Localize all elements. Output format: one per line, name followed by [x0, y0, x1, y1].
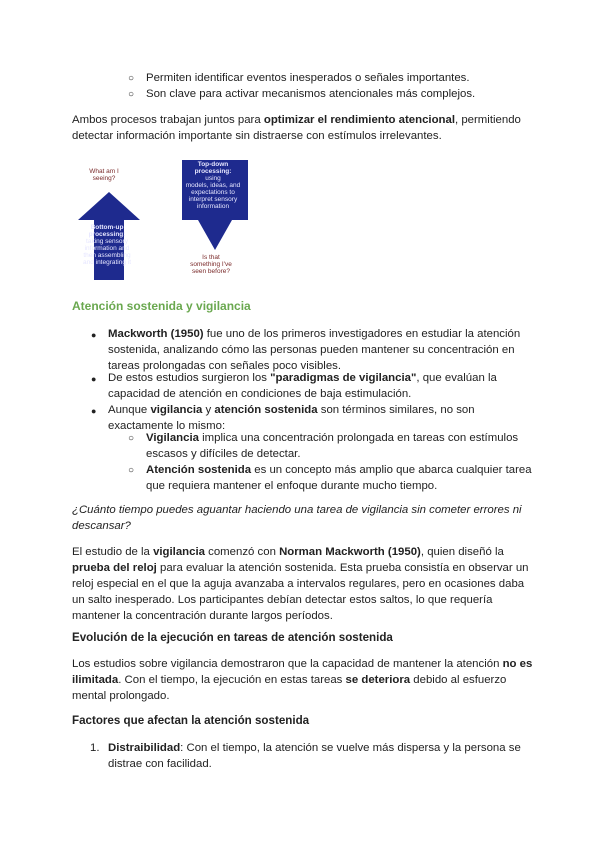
- intro-bullet-1: Permiten identificar eventos inesperados o señales importantes.: [146, 72, 470, 84]
- bottom-up-text: Bottom-up processing: taking sensory information and then assembling and integrating it: [82, 224, 132, 266]
- hollow-bullet: ○: [128, 433, 135, 444]
- numbered-item-1-line-2: distrae con facilidad.: [108, 758, 212, 770]
- bullet-3-line-2: exactamente lo mismo:: [108, 420, 226, 432]
- section-title-factors: Factores que afectan la atención sostenida: [72, 714, 310, 727]
- section-title-evolution: Evolución de la ejecución en tareas de atención sostenida: [72, 631, 393, 644]
- paragraph-3-line-2: ilimitada. Con el tiempo, la ejecución en estas tareas se deteriora debido al esfuerzo: [72, 674, 507, 686]
- solid-bullet: ●: [91, 374, 97, 384]
- solid-bullet: ●: [91, 406, 97, 416]
- section-title-sustained-attention: Atención sostenida y vigilancia: [72, 299, 251, 313]
- hollow-bullet: ○: [128, 465, 135, 476]
- bullet-2-line-2: capacidad de atención en condiciones de baja estimulación.: [108, 388, 412, 400]
- bullet-1-line-1: Mackworth (1950) fue uno de los primeros investigadores en estudiar la atención: [108, 328, 521, 340]
- question-line-1: ¿Cuánto tiempo puedes aguantar haciendo una tarea de vigilancia sin cometer errores ni: [72, 504, 522, 516]
- paragraph-2-line-2: prueba del reloj para evaluar la atención sostenida. Esta prueba consistía en observar un: [72, 562, 529, 574]
- top-down-text: Top-down processing: using models, ideas, and expectations to interpret sensory information: [185, 161, 241, 210]
- intro-bullet-2: Son clave para activar mecanismos atencionales más complejos.: [146, 88, 476, 100]
- bullet-1-line-3: tareas prolongadas con señales poco visibles.: [108, 360, 342, 372]
- paragraph-2-line-1: El estudio de la vigilancia comenzó con Norman Mackworth (1950), quien diseñó la: [72, 546, 504, 558]
- hollow-bullet: ○: [128, 89, 135, 100]
- bullet-1-line-2: sostenida, analizando cómo las personas pueden mantener su concentración en: [108, 344, 515, 356]
- paragraph-2-line-5: mantener la concentración durante largos períodos.: [72, 610, 333, 622]
- paragraph-1-line-1: Ambos procesos trabajan juntos para optimizar el rendimiento atencional, permitiendo: [72, 114, 521, 126]
- top-down-question: Is that something I've seen before?: [190, 254, 232, 275]
- sub-bullet-1-line-1: Vigilancia implica una concentración prolongada en tareas con estímulos: [146, 432, 519, 444]
- paragraph-2-line-4: un salto inesperado. Los participantes debían detectar estos saltos, lo que requería: [72, 594, 493, 606]
- paragraph-3-line-1: Los estudios sobre vigilancia demostraron que la capacidad de mantener la atención no es: [72, 658, 533, 670]
- hollow-bullet: ○: [128, 73, 135, 84]
- solid-bullet: ●: [91, 330, 97, 340]
- bottom-up-question: What am I seeing?: [89, 168, 119, 182]
- bullet-3-line-1: Aunque vigilancia y atención sostenida son términos similares, no son: [108, 404, 475, 416]
- question-line-2: descansar?: [72, 520, 131, 532]
- processing-figure: [72, 158, 241, 280]
- numbered-item-1-line-1: Distraibilidad: Con el tiempo, la atención se vuelve más dispersa y la persona se: [108, 742, 521, 754]
- paragraph-2-line-3: reloj especial en el que la aguja avanzaba a intervalos regulares, pero en ocasiones daba: [72, 578, 525, 590]
- sub-bullet-1-line-2: escasos y difíciles de detectar.: [146, 448, 301, 460]
- sub-bullet-2-line-2: que requiera mantener el enfoque durante mucho tiempo.: [146, 480, 438, 492]
- sub-bullet-2-line-1: Atención sostenida es un concepto más amplio que abarca cualquier tarea: [146, 464, 532, 476]
- paragraph-1-line-2: detectar información importante sin distraerse con estímulos irrelevantes.: [72, 130, 442, 142]
- numbered-item-number: 1.: [90, 742, 100, 754]
- paragraph-3-line-3: mental prolongado.: [72, 690, 170, 702]
- bullet-2-line-1: De estos estudios surgieron los "paradigmas de vigilancia", que evalúan la: [108, 372, 497, 384]
